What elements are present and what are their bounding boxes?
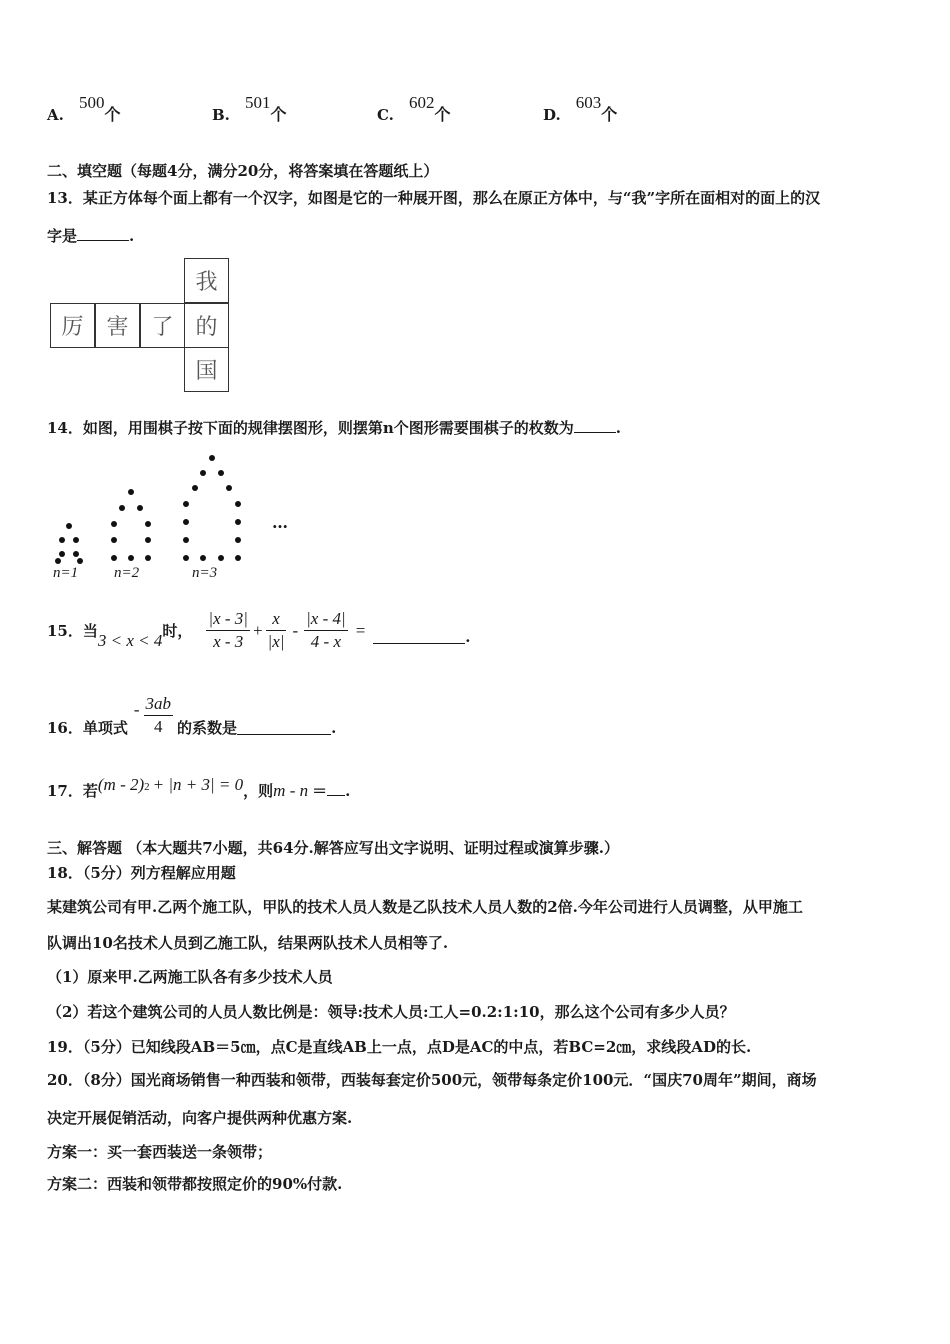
figure-label-n2: n=2 (114, 565, 140, 581)
stone (128, 489, 134, 495)
net-cell-1: 厉 (50, 303, 95, 348)
net-cell-top: 我 (184, 258, 229, 303)
stone (235, 555, 241, 561)
option-d (543, 93, 618, 125)
q14-text (47, 417, 621, 438)
stone (183, 537, 189, 543)
option-letter: A. (47, 106, 64, 124)
stone (59, 537, 65, 543)
q15-mid: 时， (162, 622, 193, 640)
stone (111, 555, 117, 561)
option-value: 603 (575, 93, 602, 112)
fraction-1-numerator: |x - 3| (206, 608, 250, 631)
equals-sign: = (355, 620, 366, 640)
option-letter: B. (212, 106, 230, 124)
q13-text-line2 (47, 225, 134, 246)
stone (200, 555, 206, 561)
q20-paragraph-line1: 20．（8分）国光商场销售一种西装和领带，西装每套定价500元，领带每条定价100元．“国庆70周年”期间，商场 (47, 1071, 817, 1089)
option-value: 602 (409, 93, 435, 112)
q15-period: . (465, 627, 471, 646)
stone (145, 555, 151, 561)
q17-equals: ＝ (312, 782, 328, 800)
monomial-fraction (144, 693, 174, 738)
option-letter: D. (543, 106, 561, 124)
option-unit: 个 (270, 105, 287, 124)
option-value: 500 (78, 93, 105, 112)
q18-subquestion-1: （1）原来甲.乙两施工队各有多少技术人员 (47, 968, 333, 986)
stone-pattern-figure (40, 448, 300, 588)
fraction-2 (266, 608, 287, 653)
net-cell-4: 的 (184, 303, 229, 348)
stone (137, 505, 143, 511)
stone (66, 523, 72, 529)
q18-paragraph-line2: 队调出10名技术人员到乙施工队，结果两队技术人员相等了. (47, 934, 449, 952)
stone (218, 470, 224, 476)
q16-period: . (331, 718, 337, 737)
answer-blank (237, 720, 331, 735)
option-value: 501 (245, 93, 271, 112)
q14-period: . (615, 419, 622, 437)
q18-title: 18．（5分）列方程解应用题 (47, 864, 236, 882)
stone (59, 551, 65, 557)
q18-paragraph-line1: 某建筑公司有甲.乙两个施工队，甲队的技术人员人数是乙队技术人员人数的2倍.今年公司进行人员调整，从甲施工 (47, 898, 803, 916)
stone (119, 505, 125, 511)
option-a (47, 93, 121, 125)
q20-plan-2: 方案二：西装和领带都按照定价的90%付款. (47, 1175, 343, 1193)
stone (73, 537, 79, 543)
stone (183, 519, 189, 525)
q17-expression: (m - 2) (97, 775, 145, 794)
q16-line (47, 693, 336, 738)
q17-line (47, 775, 351, 801)
section-2-heading: 二、填空题（每题4分，满分20分，将答案填在答题纸上） (47, 162, 439, 180)
answer-blank (373, 629, 465, 644)
plus-sign: + (252, 620, 263, 640)
net-cell-3: 了 (140, 303, 185, 348)
q17-prefix: 17．若 (47, 782, 98, 800)
q15-line (47, 608, 471, 653)
q15-prefix: 15．当 (47, 622, 98, 640)
q13-period: . (129, 227, 135, 245)
answer-blank (574, 418, 616, 433)
option-unit: 个 (601, 105, 618, 124)
stone (218, 555, 224, 561)
q16-prefix: 16．单项式 (47, 719, 128, 737)
stone (200, 470, 206, 476)
stone (192, 485, 198, 491)
net-cell-bottom: 国 (184, 347, 229, 392)
stone (128, 555, 134, 561)
stone (235, 519, 241, 525)
fraction-3-denominator: 4 - x (310, 632, 342, 651)
q16-sign: - (133, 699, 140, 719)
stone (226, 485, 232, 491)
minus-sign: - (292, 620, 299, 640)
answer-blank (327, 781, 345, 796)
fraction-1 (206, 608, 250, 653)
monomial-numerator: 3ab (144, 693, 174, 716)
stone (235, 537, 241, 543)
q17-exponent: 2 (144, 781, 150, 793)
stone (77, 558, 83, 564)
stone (209, 455, 215, 461)
fraction-3-numerator: |x - 4| (304, 608, 348, 631)
stone (111, 537, 117, 543)
answer-blank (77, 226, 129, 241)
stone (235, 501, 241, 507)
stone (73, 551, 79, 557)
q13-prompt: 字是 (47, 227, 78, 245)
section-3-heading: 三、解答题 （本大题共7小题，共64分.解答应写出文字说明、证明过程或演算步骤.） (47, 839, 619, 857)
q17-mid: ，则 (243, 782, 274, 800)
q13-text-line1: 13．某正方体每个面上都有一个汉字，如图是它的一种展开图，那么在原正方体中，与“我”字所在面相对的面上的汉 (47, 189, 821, 207)
stone (145, 537, 151, 543)
option-b (212, 93, 287, 125)
stone (145, 521, 151, 527)
fraction-3 (304, 608, 348, 653)
option-unit: 个 (104, 105, 121, 124)
q17-period: . (345, 782, 351, 800)
option-letter: C. (377, 106, 394, 124)
fraction-1-denominator: x - 3 (213, 632, 244, 651)
figure-label-n3: n=3 (192, 565, 218, 581)
q17-expression-2: + |n + 3| = 0 (152, 775, 244, 794)
q20-plan-1: 方案一：买一套西装送一条领带； (47, 1143, 273, 1161)
stone (55, 558, 61, 564)
net-cell-2: 害 (95, 303, 140, 348)
q16-suffix: 的系数是 (177, 719, 238, 737)
monomial-denominator: 4 (154, 717, 163, 736)
option-unit: 个 (434, 105, 451, 124)
q18-subquestion-2: （2）若这个建筑公司的人员人数比例是：领导:技术人员:工人=0.2:1:10，那么这个公司有多少人员？ (47, 1003, 735, 1021)
stone (183, 501, 189, 507)
q20-paragraph-line2: 决定开展促销活动，向客户提供两种优惠方案. (47, 1109, 353, 1127)
option-c (377, 93, 451, 125)
fraction-2-denominator: |x| (267, 632, 285, 651)
stone (111, 521, 117, 527)
fraction-2-numerator: x (266, 608, 287, 631)
figure-label-n1: n=1 (53, 565, 79, 581)
figure-ellipsis: … (272, 513, 288, 532)
stone (183, 555, 189, 561)
q14-prompt: 14．如图，用围棋子按下面的规律摆图形，则摆第n个图形需要围棋子的枚数为 (47, 419, 574, 437)
q19-text: 19．（5分）已知线段AB＝5㎝，点C是直线AB上一点，点D是AC的中点，若BC=2㎝，求线段AD的长. (47, 1038, 752, 1056)
q17-expression-3: m - n (273, 781, 309, 800)
q15-condition: 3 < x < 4 (97, 630, 163, 650)
